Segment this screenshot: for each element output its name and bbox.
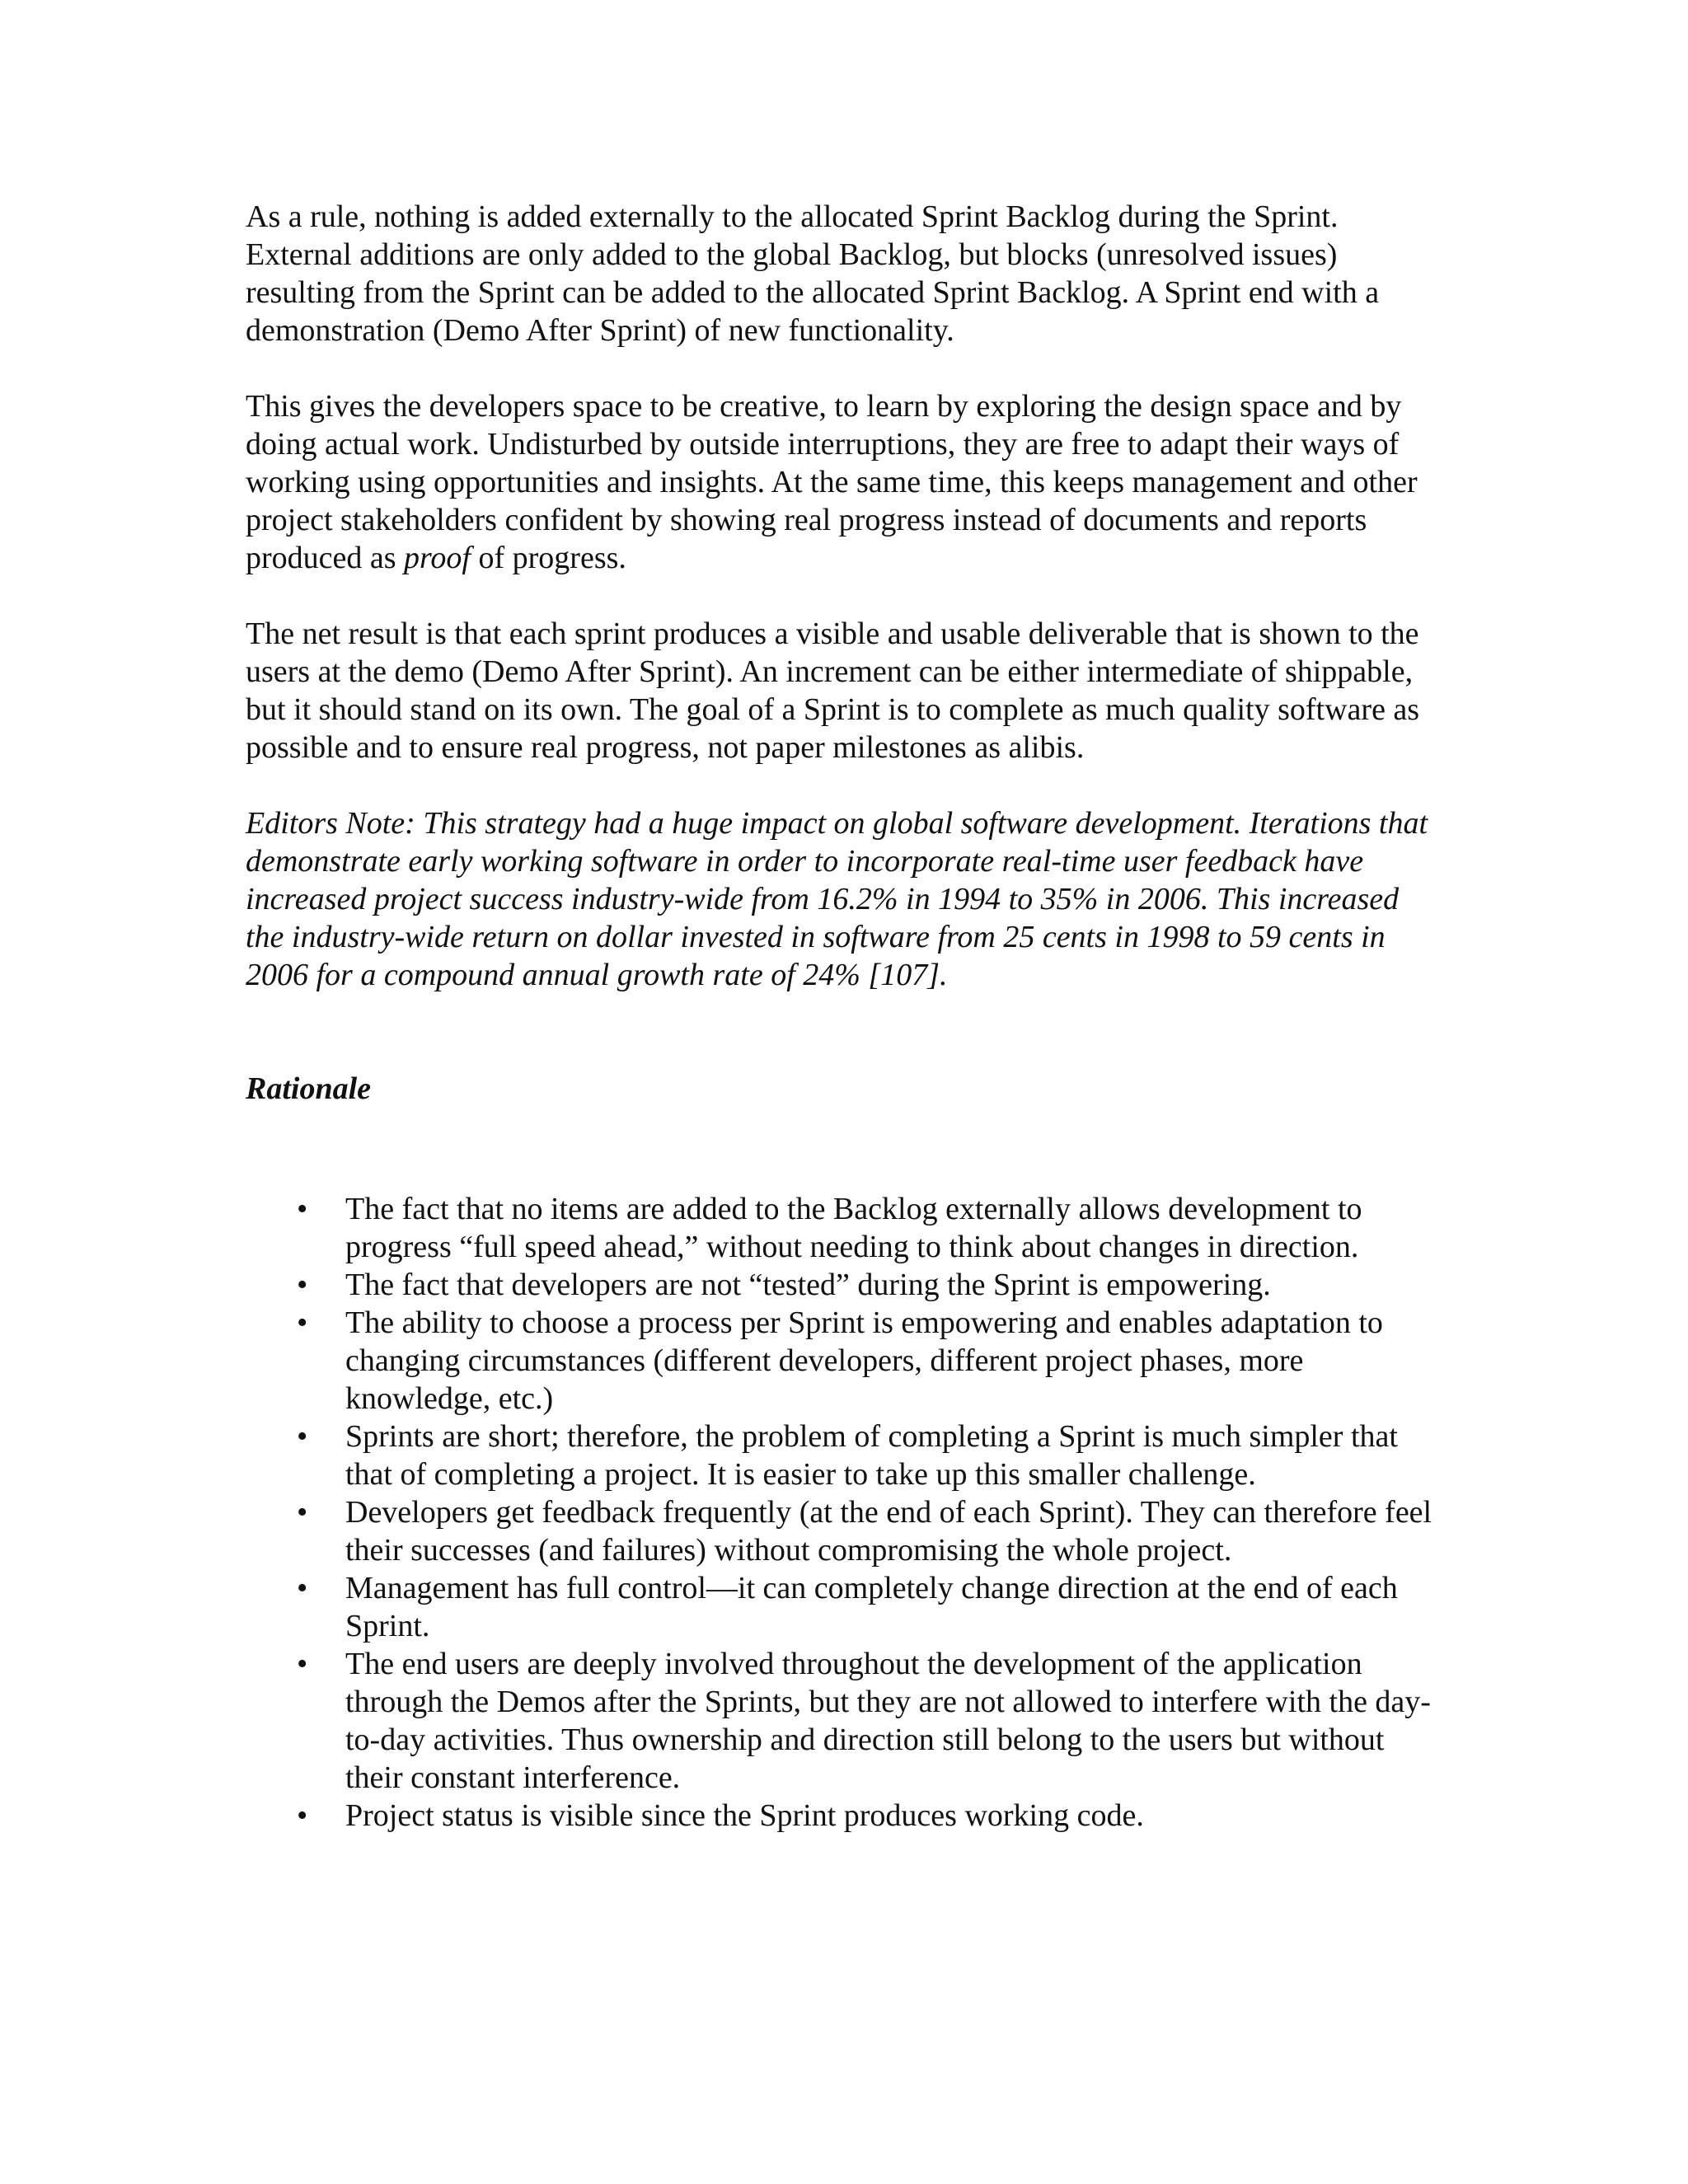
emphasis-proof: proof	[404, 541, 471, 575]
list-item-text: Project status is visible since the Sprint produces working code.	[345, 1798, 1144, 1833]
list-item-text: Management has full control—it can completely change direction at the end of each Sprint.	[345, 1571, 1398, 1643]
editors-note: Editors Note: This strategy had a huge impact on global software development. Iterations that demonstrate early working software in order to incorporate real-time user feedback have increased project success industry-wide from 16.2% in 1994 to 35% in 2006. This increased the industry-wide return on dollar invested in software from 25 cents in 1998 to 59 cents in 2006 for a compound annual growth rate of 24% [107].	[246, 806, 1428, 992]
bullet-icon: •	[297, 1647, 308, 1681]
list-item	[246, 1645, 1441, 1797]
bullet-icon: •	[297, 1268, 308, 1302]
paragraph-sprint-backlog-rule: As a rule, nothing is added externally to the allocated Sprint Backlog during the Sprint. External additions are only added to the global Backlog, but blocks (unresolved issues) resulting from the Sprint can be added to the allocated Sprint Backlog. A Sprint end with a demonstration (Demo After Sprint) of new functionality.	[246, 199, 1380, 348]
list-item-text: The fact that developers are not “tested” during the Sprint is empowering.	[345, 1268, 1271, 1302]
list-item	[246, 1418, 1441, 1493]
paragraph-developer-creativity-end: of progress.	[470, 541, 626, 575]
list-item-text: The end users are deeply involved throughout the development of the application through the Demos after the Sprints, but they are not allowed to interfere with the day-to-day activities. Thus ownership and direction still belong to the users but without their constant interference.	[345, 1647, 1431, 1795]
list-item	[246, 1569, 1441, 1645]
bullet-icon: •	[297, 1192, 308, 1226]
bullet-icon: •	[297, 1305, 308, 1340]
paragraph-developer-creativity	[246, 387, 1441, 577]
list-item-text: Developers get feedback frequently (at the end of each Sprint). They can therefore feel their successes (and failures) without compromising the whole project.	[345, 1495, 1432, 1568]
list-item	[246, 1304, 1441, 1418]
page-body	[246, 198, 1441, 1835]
list-item-text: Sprints are short; therefore, the problem of completing a Sprint is much simpler that that of completing a project. It is easier to take up this smaller challenge.	[345, 1419, 1398, 1492]
list-item	[246, 1266, 1441, 1304]
bullet-icon: •	[297, 1798, 308, 1833]
list-item-text: The ability to choose a process per Sprint is empowering and enables adaptation to changing circumstances (different developers, different project phases, more knowledge, etc.)	[345, 1305, 1383, 1416]
list-item	[246, 1797, 1441, 1835]
bullet-icon: •	[297, 1495, 308, 1530]
rationale-list	[246, 1190, 1441, 1835]
bullet-icon: •	[297, 1419, 308, 1454]
list-item-text: The fact that no items are added to the Backlog externally allows development to progress “full speed ahead,” without needing to think about changes in direction.	[345, 1192, 1362, 1264]
list-item	[246, 1493, 1441, 1569]
paragraph-developer-creativity-text: This gives the developers space to be creative, to learn by exploring the design space and by doing actual work. Undisturbed by outside interruptions, they are free to adapt their ways of working using opportunities and insights. At the same time, this keeps management and other project stakeholders confident by showing real progress instead of documents and reports produced as	[246, 389, 1418, 575]
bullet-icon: •	[297, 1571, 308, 1605]
rationale-heading: Rationale	[246, 1071, 372, 1106]
paragraph-net-result: The net result is that each sprint produces a visible and usable deliverable that is shown to the users at the demo (Demo After Sprint). An increment can be either intermediate of shippable, but it should stand on its own. The goal of a Sprint is to complete as much quality software as possible and to ensure real progress, not paper milestones as alibis.	[246, 616, 1420, 765]
list-item	[246, 1190, 1441, 1266]
